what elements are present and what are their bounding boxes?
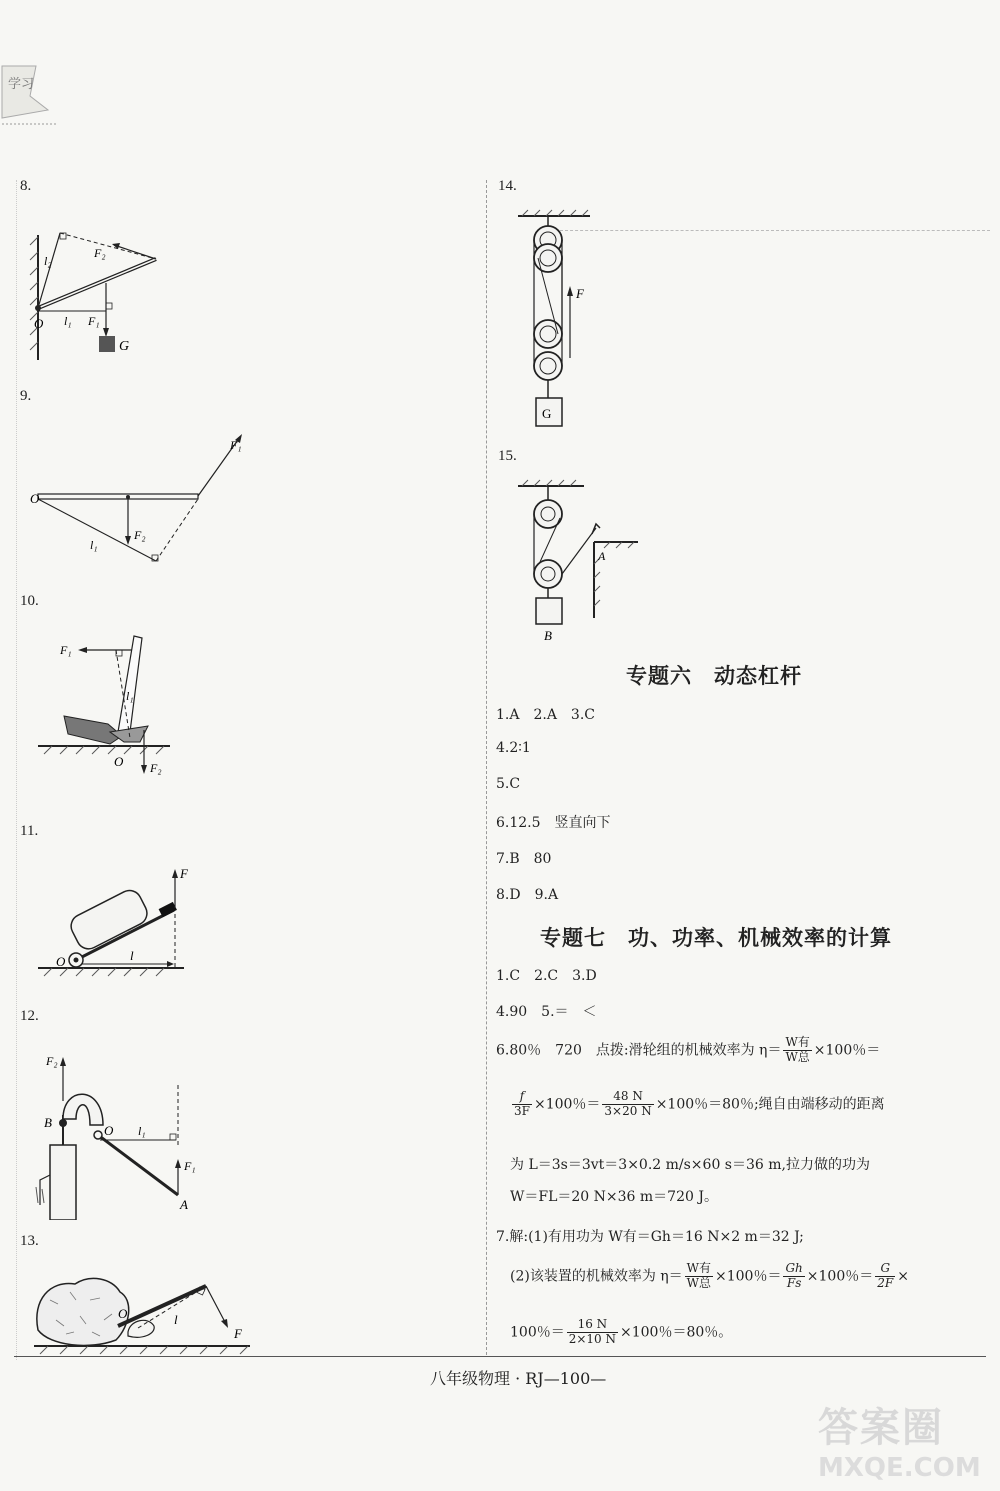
frac-num: G: [875, 1262, 895, 1277]
label-l: l: [130, 948, 134, 963]
q7-prefix: (2)该装置的机械效率为 η＝: [510, 1268, 683, 1285]
question-number: 8.: [20, 178, 32, 194]
frac-den: Fs: [786, 1275, 802, 1290]
label-f2: F₂: [94, 246, 106, 260]
label-o: O: [30, 491, 40, 506]
q7-line3-tail: ×100％＝80％。: [620, 1324, 733, 1341]
label-f1: F₁: [60, 643, 72, 657]
frac-num: W有: [686, 1261, 712, 1275]
label-o: O: [118, 1306, 128, 1321]
fraction: [602, 1090, 653, 1119]
figure-q14: [514, 208, 614, 433]
answer-line: 4.2∶1: [496, 740, 531, 756]
label-f2: F₂: [46, 1054, 58, 1068]
label-b: B: [544, 628, 552, 643]
q6-mid: ×100％＝: [533, 1096, 601, 1113]
frac-num: f: [512, 1090, 532, 1105]
label-a: A: [180, 1197, 188, 1212]
label-l: l: [174, 1312, 178, 1327]
frac-den: 2F: [877, 1275, 894, 1290]
fraction: [783, 1262, 804, 1291]
label-l2: l₂: [44, 254, 52, 268]
figure-q13: [30, 1270, 260, 1355]
q7-mid2: ×100％＝: [806, 1268, 874, 1285]
logo: [0, 58, 60, 128]
answer-line: 8.D 9.A: [496, 887, 559, 903]
label-g: G: [119, 339, 130, 354]
label-g: G: [542, 406, 552, 421]
watermark-title: 答案圈: [818, 1405, 944, 1451]
watermark: [818, 1396, 998, 1491]
q7-tail: ×: [897, 1268, 909, 1285]
answer-line: W＝FL＝20 N×36 m＝720 J。: [510, 1189, 718, 1205]
logo-lettering: 学习: [8, 76, 35, 91]
figure-q9: [24, 425, 264, 570]
q6-eq-tail: ×100％＝: [813, 1042, 881, 1059]
fraction: [875, 1262, 895, 1291]
answer-line: 6.12.5 竖直向下: [496, 815, 611, 831]
answer-line: 1.C 2.C 3.D: [496, 968, 597, 984]
frac-num: Gh: [785, 1261, 803, 1275]
answer-line: 7.解:(1)有用功为 W有＝Gh＝16 N×2 m＝32 J;: [496, 1229, 804, 1245]
label-f: F: [234, 1326, 242, 1341]
label-o: O: [56, 954, 66, 969]
question-number: 13.: [20, 1233, 39, 1249]
question-number: 12.: [20, 1008, 39, 1024]
figure-q8: [24, 215, 174, 360]
fraction: [567, 1318, 618, 1347]
frac-num: W有: [785, 1035, 810, 1049]
label-a: A: [598, 549, 606, 563]
watermark-url: MXQE.COM: [818, 1453, 981, 1483]
q6-line1: [496, 1036, 880, 1065]
label-f: F: [180, 866, 188, 881]
label-l1: l₁: [126, 689, 134, 703]
page-footer: 八年级物理 · RJ—100—: [430, 1369, 607, 1388]
figure-q15: [514, 478, 644, 643]
label-l1: l₁: [138, 1124, 146, 1138]
fraction: [685, 1262, 713, 1291]
frac-den: 3F: [514, 1103, 530, 1118]
q7-line3-prefix: 100％＝: [510, 1324, 565, 1341]
question-number: 11.: [20, 823, 39, 839]
answer-line: 为 L＝3s＝3vt＝3×0.2 m/s×60 s＝36 m,拉力做的功为: [510, 1157, 870, 1173]
figure-q11: [34, 860, 194, 985]
frac-den: W总: [686, 1275, 712, 1290]
frac-num: 16 N: [567, 1318, 618, 1333]
answer-line: 1.A 2.A 3.C: [496, 707, 596, 723]
question-number: 15.: [498, 448, 517, 464]
top-dashed-rule: [560, 230, 990, 231]
label-f2: F₂: [134, 528, 146, 542]
column-divider: [486, 180, 487, 1355]
question-number: 10.: [20, 593, 39, 609]
figure-q12: [28, 1045, 208, 1220]
fraction: [512, 1090, 532, 1119]
q7-line3: [510, 1318, 732, 1347]
answer-line: 7.B 80: [496, 851, 552, 867]
frac-den: 2×10 N: [568, 1331, 617, 1346]
label-f: F: [576, 286, 584, 301]
figure-q10: [30, 630, 190, 775]
label-f1: F₁: [230, 438, 242, 452]
q6-prefix: 6.80％ 720 点拨:滑轮组的机械效率为 η＝: [496, 1042, 782, 1059]
answer-line: 5.C: [496, 776, 521, 792]
label-f2: F₂: [150, 761, 162, 775]
frac-num: 48 N: [602, 1090, 653, 1105]
section6-title: 专题六 动态杠杆: [626, 664, 802, 688]
logo-emblem: [0, 58, 60, 128]
left-margin-line: [16, 180, 17, 1360]
label-f1: F₁: [88, 314, 100, 328]
label-b: B: [44, 1115, 52, 1130]
question-number: 14.: [498, 178, 517, 194]
q6-line2: [510, 1090, 885, 1119]
label-f1: F₁: [184, 1159, 196, 1173]
footer-rule: [14, 1356, 986, 1357]
q7-line2: [510, 1262, 909, 1291]
frac-den: 3×20 N: [604, 1103, 652, 1118]
answer-line: 4.90 5.＝ ＜: [496, 1004, 597, 1020]
frac-den: W总: [785, 1049, 810, 1064]
q7-mid: ×100％＝: [715, 1268, 782, 1285]
q6-tail: ×100％＝80％;绳自由端移动的距离: [655, 1096, 885, 1113]
question-number: 9.: [20, 388, 32, 404]
label-o: O: [104, 1123, 114, 1138]
label-o: O: [114, 754, 124, 769]
label-l1: l₁: [64, 314, 72, 328]
label-l1: l₁: [90, 538, 98, 552]
label-o: O: [34, 316, 44, 331]
section7-title: 专题七 功、功率、机械效率的计算: [540, 926, 892, 950]
fraction: [783, 1036, 811, 1065]
